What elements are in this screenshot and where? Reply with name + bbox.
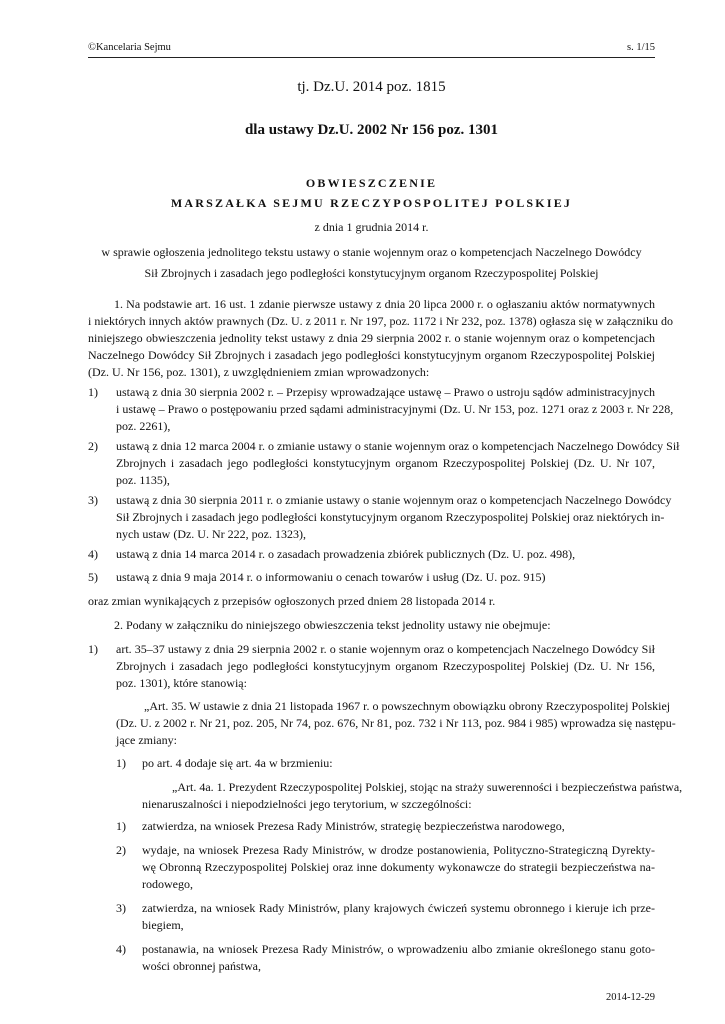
list-number: 1) xyxy=(88,385,98,399)
list-item-line: poz. 2261), xyxy=(116,419,171,433)
paragraph-1-line: i niektórych innych aktów prawnych (Dz. U. z 2011 r. Nr 197, poz. 1172 i Nr 232, poz. 1378) ogłasza się w załączniku do xyxy=(88,314,673,328)
paragraph-1-line: (Dz. U. Nr 156, poz. 1301), z uwzględnieniem zmian wprowadzonych: xyxy=(88,365,430,379)
quote-line: (Dz. U. z 2002 r. Nr 21, poz. 205, Nr 74, poz. 676, Nr 81, poz. 732 i Nr 113, poz. 984 i 985) wprowadza się następu- xyxy=(116,716,676,730)
header-publisher: ©Kancelaria Sejmu xyxy=(88,42,171,53)
quote-line: nienaruszalności i niepodzielności jego terytorium, w szczególności: xyxy=(142,797,472,811)
document-title: OBWIESZCZENIE xyxy=(305,176,438,190)
list-number: 3) xyxy=(116,901,126,915)
list-item-line: zatwierdza, na wniosek Rady Ministrów, plany krajowych ćwiczeń systemu obronnego i kieruje ich prze- xyxy=(142,901,655,915)
subject-line: Sił Zbrojnych i zasadach jego podległości konstytucyjnym organom Rzeczypospolitej Polskiej xyxy=(144,266,599,280)
list-item-line: ustawą z dnia 30 sierpnia 2002 r. – Przepisy wprowadzające ustawę – Prawo o ustroju sądów administracyjnych xyxy=(116,385,655,399)
paragraph-1-line: 1. Na podstawie art. 16 ust. 1 zdanie pierwsze ustawy z dnia 20 lipca 2000 r. o ogłaszaniu aktów normatywnych xyxy=(114,297,655,311)
list-item-line: postanawia, na wniosek Prezesa Rady Ministrów, o wprowadzeniu albo zmianie określonego stanu goto- xyxy=(142,942,655,956)
list-item-line: i ustawę – Prawo o postępowaniu przed sądami administracyjnymi (Dz. U. Nr 153, poz. 1271 oraz z 2003 r. Nr 228, xyxy=(116,402,674,416)
quote-line: „Art. 35. W ustawie z dnia 21 listopada 1967 r. o powszechnym obowiązku obrony Rzeczypospolitej Polskiej xyxy=(144,699,671,713)
list-item-line: poz. 1301), które stanowią: xyxy=(116,676,247,690)
list-item-line: wę Obronną Rzeczypospolitej Polskiej oraz inne dokumenty wykonawcze do strategii bezpieczeństwa na- xyxy=(142,860,655,874)
list-item-line: ustawą z dnia 9 maja 2014 r. o informowaniu o cenach towarów i usług (Dz. U. poz. 915) xyxy=(116,570,546,584)
header-page-number: s. 1/15 xyxy=(626,42,655,53)
paragraph-2: 2. Podany w załączniku do niniejszego obwieszczenia tekst jednolity ustawy nie obejmuje: xyxy=(114,618,551,632)
list-item-line: Zbrojnych i zasadach jego podległości konstytucyjnym organom Rzeczypospolitej Polskiej (Dz. U. Nr 156, xyxy=(116,659,655,673)
list-item-line: ustawą z dnia 12 marca 2004 r. o zmianie ustawy o stanie wojennym oraz o kompetencjach Naczelnego Dowódcy Sił xyxy=(116,439,680,453)
list-item-line: poz. 1135), xyxy=(116,473,170,487)
oraz-line: oraz zmian wynikających z przepisów ogłoszonych przed dniem 28 listopada 2014 r. xyxy=(88,594,496,608)
list-item-line: ustawą z dnia 14 marca 2014 r. o zasadach prowadzenia zbiórek publicznych (Dz. U. poz. 498), xyxy=(116,547,576,561)
reference-dla-ustawy: dla ustawy Dz.U. 2002 Nr 156 poz. 1301 xyxy=(244,122,499,138)
list-number: 4) xyxy=(88,547,98,561)
list-number: 2) xyxy=(116,843,126,857)
subject-line: w sprawie ogłoszenia jednolitego tekstu ustawy o stanie wojennym oraz o kompetencjach Naczelnego Dowódcy xyxy=(101,245,642,259)
list-item-line: biegiem, xyxy=(142,918,184,932)
document-issuer: MARSZAŁKA SEJMU RZECZYPOSPOLITEJ POLSKIEJ xyxy=(170,196,573,210)
quote-line: „Art. 4a. 1. Prezydent Rzeczypospolitej Polskiej, stojąc na straży suwerenności i bezpieczeństwa państwa, xyxy=(172,780,683,794)
list-number: 3) xyxy=(88,493,98,507)
reference-tj: tj. Dz.U. 2014 poz. 1815 xyxy=(297,79,446,95)
list-item-line: Zbrojnych i zasadach jego podległości konstytucyjnym organom Rzeczypospolitej Polskiej (Dz. U. Nr 107, xyxy=(116,456,655,470)
list-item-line: wości obronnej państwa, xyxy=(142,959,261,973)
quote-line: jące zmiany: xyxy=(116,733,177,747)
paragraph-1-line: niniejszego obwieszczenia jednolity tekst ustawy z dnia 29 sierpnia 2002 r. o stanie wojennym oraz o kompetencjach xyxy=(88,331,655,345)
footer-date: 2014-12-29 xyxy=(606,992,655,1003)
list-item-line: zatwierdza, na wniosek Prezesa Rady Ministrów, strategię bezpieczeństwa narodowego, xyxy=(142,819,565,833)
paragraph-1-line: Naczelnego Dowódcy Sił Zbrojnych i zasadach jego podległości konstytucyjnym organom Rzeczypospolitej Polskiej xyxy=(88,348,655,362)
list-item-line: art. 35–37 ustawy z dnia 29 sierpnia 2002 r. o stanie wojennym oraz o kompetencjach Naczelnego Dowódcy Sił xyxy=(116,642,655,656)
page-header xyxy=(88,41,655,58)
list-item-line: rodowego, xyxy=(142,877,193,891)
sub-item: po art. 4 dodaje się art. 4a w brzmieniu: xyxy=(142,756,333,770)
list-number: 1) xyxy=(88,642,98,656)
list-item-line: wydaje, na wniosek Prezesa Rady Ministrów, w drodze postanowienia, Polityczno-Strategiczną Dyrekty- xyxy=(142,843,655,857)
list-number: 4) xyxy=(116,942,126,956)
list-number: 1) xyxy=(116,756,126,770)
list-number: 5) xyxy=(88,570,98,584)
list-number: 1) xyxy=(116,819,126,833)
list-item-line: nych ustaw (Dz. U. Nr 222, poz. 1323), xyxy=(116,527,306,541)
list-number: 2) xyxy=(88,439,98,453)
document-date: z dnia 1 grudnia 2014 r. xyxy=(314,220,429,234)
list-item-line: Sił Zbrojnych i zasadach jego podległości konstytucyjnym organom Rzeczypospolitej Polskiej oraz niektórych in- xyxy=(116,510,665,524)
list-item-line: ustawą z dnia 30 sierpnia 2011 r. o zmianie ustawy o stanie wojennym oraz o kompetencjach Naczelnego Dowódcy xyxy=(116,493,672,507)
